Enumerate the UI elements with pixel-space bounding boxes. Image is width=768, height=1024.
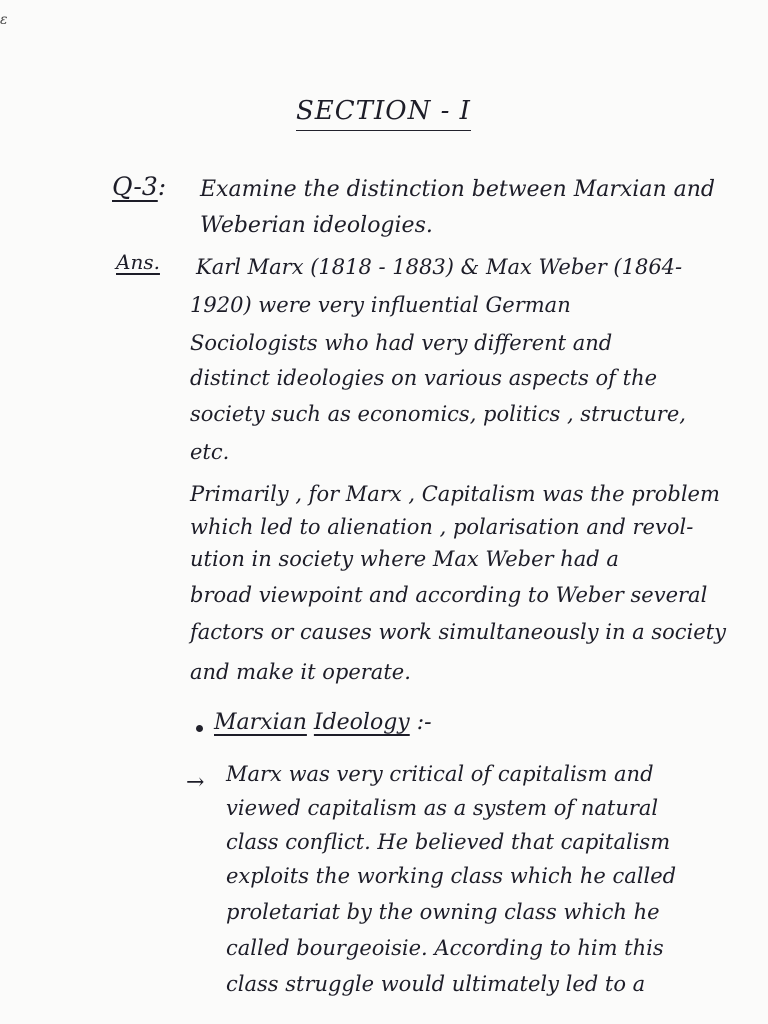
subheading-word-2: Ideology (313, 710, 410, 735)
answer-label: Ans. (116, 250, 160, 274)
marx-line: class struggle would ultimately led to a (226, 972, 646, 996)
subheading-suffix: :- (409, 710, 432, 735)
answer-line: Karl Marx (1818 - 1883) & Max Weber (1864- (196, 255, 683, 279)
answer-line: distinct ideologies on various aspects of the (190, 366, 658, 390)
answer-line: broad viewpoint and according to Weber several (190, 583, 708, 607)
bullet-dot-icon (196, 725, 203, 732)
subheading (214, 710, 432, 735)
question-label (112, 172, 166, 201)
answer-line: 1920) were very influential German (190, 293, 571, 317)
answer-line: etc. (190, 440, 230, 464)
marx-line: Marx was very critical of capitalism and (226, 762, 654, 786)
marx-line: exploits the working class which he called (226, 864, 677, 888)
section-heading: SECTION - I (296, 96, 471, 131)
marx-line: viewed capitalism as a system of natural (226, 796, 659, 820)
answer-line: factors or causes work simultaneously in a society (190, 620, 727, 644)
answer-line: Primarily , for Marx , Capitalism was the problem (190, 482, 720, 506)
answer-line: society such as economics, politics , structure, (190, 402, 686, 426)
right-arrow-icon: → (186, 770, 205, 795)
answer-line: and make it operate. (190, 660, 411, 684)
question-number: Q-3 (112, 172, 158, 201)
corner-mark: ε (0, 12, 8, 28)
subheading-word-1: Marxian (214, 710, 307, 735)
question-colon: : (157, 172, 167, 201)
answer-line: which led to alienation , polarisation and revol- (190, 515, 694, 539)
marx-line: class conflict. He believed that capitalism (226, 830, 671, 854)
marx-line: proletariat by the owning class which he (226, 900, 660, 924)
answer-line: ution in society where Max Weber had a (190, 547, 619, 571)
marx-line: called bourgeoisie. According to him this (226, 936, 664, 960)
question-text: Examine the distinction between Marxian and Weberian ideologies. (200, 177, 715, 238)
answer-line: Sociologists who had very different and (190, 331, 613, 355)
